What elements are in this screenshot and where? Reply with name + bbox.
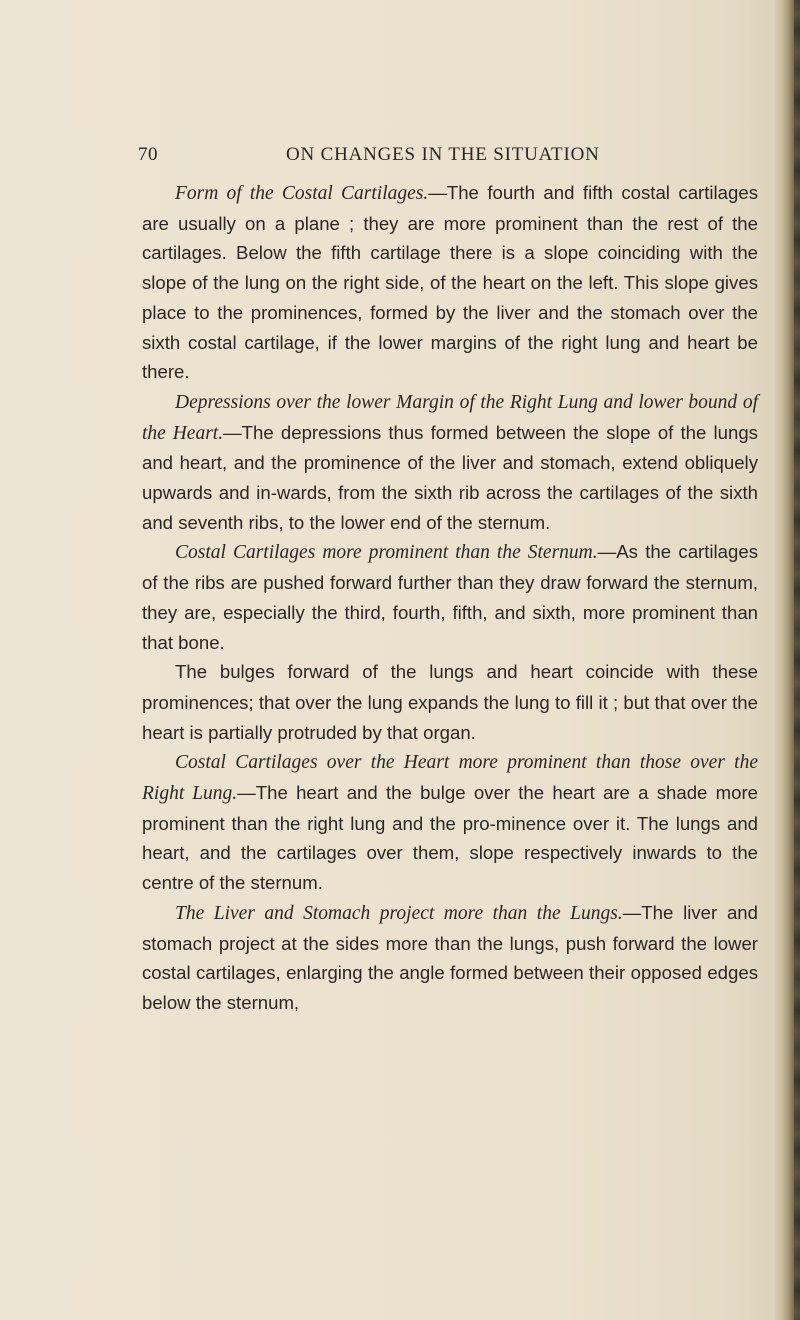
paragraph-text: —The heart and the bulge over the heart are a shade more prominent than the right lung and the pro-minence over it. The lungs and heart, and the cartilages over them, slope respectively inwards to the centre of the sternum.	[142, 782, 759, 894]
paragraph-cartilages-over-heart	[142, 747, 758, 898]
running-head	[138, 144, 758, 170]
paragraph-bulges-forward	[142, 657, 758, 747]
paragraph-liver-and-stomach	[142, 898, 758, 1018]
paragraph-heading: Costal Cartilages more prominent than the Sternum.	[175, 542, 598, 564]
paragraph-cartilages-more-prominent	[142, 537, 758, 657]
paragraph-text: —The fourth and fifth costal cartilages are usually on a plane ; they are more prominent than the rest of the cartilages. Below the fifth cartilage there is a slope coinciding with the slope of the lung on the right side, of the heart on the left. This slope gives place to the prominences, formed by the liver and the stomach over the sixth costal cartilage, if the lower margins of the right lung and heart be there.	[142, 182, 758, 383]
paragraph-text: —The liver and stomach project at the sides more than the lungs, push forward the lower costal cartilages, enlarging the angle formed between their opposed edges below the sternum,	[142, 901, 758, 1013]
page-edge-shadow	[774, 0, 800, 1320]
running-head-title: ON CHANGES IN THE SITUATION	[286, 144, 600, 165]
paragraph-text: —The depressions thus formed between the slope of the lungs and heart, and the prominence of the liver and stomach, extend obliquely upwards and in-wards, from the sixth rib across the cartilages of the sixth and seventh ribs, to the lower end of the sternum.	[142, 421, 758, 533]
paragraph-depressions-lower-margin	[142, 387, 758, 538]
paragraph-heading: Depressions over the lower Margin of the Right Lung and lower bound of the Heart.	[142, 391, 758, 444]
paragraph-text: —As the cartilages of the ribs are pushed forward further than they draw forward the sternum, they are, especially the third, fourth, fifth, and sixth, more prominent than that bone.	[142, 541, 758, 653]
paragraph-heading: The Liver and Stomach project more than the Lungs.	[175, 902, 623, 924]
page-number: 70	[138, 144, 158, 165]
paragraph-heading: Costal Cartilages over the Heart more prominent than those over the Right Lung.	[142, 752, 758, 805]
paragraph-form-of-costal-cartilages	[142, 178, 758, 387]
paragraph-heading: Form of the Costal Cartilages.	[175, 183, 429, 204]
paragraph-text: The bulges forward of the lungs and heart coincide with these prominences; that over the lung expands the lung to fill it ; but that over the heart is partially protruded by that organ.	[142, 661, 758, 743]
body-text	[142, 178, 758, 1018]
